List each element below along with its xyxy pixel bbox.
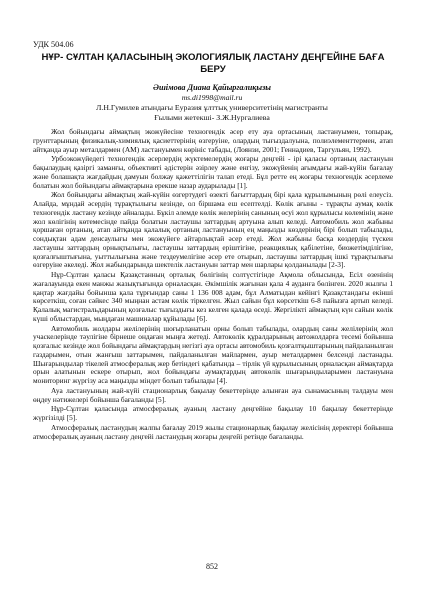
paragraph: Атмосфералық ластанудың жалпы бағалау 2019 жылы стационарлық бақылау желісінің деректері бойынша атмосфералық ауаның ластану деңгейі ластанудың жоғары деңгейі ретінде бағаланды. [33, 422, 393, 441]
paragraph: Урбоэкожүйедегі техногендік әсерлердің жүктемелердің жоғары деңгейі - ірі қаласы ортаның ластануын бақылаудың қазіргі заманғы, объективті әдістерін әзірлеу және енгізу, экожүйенің ағымдағы жай-күйін бағалау және болашақта жағдайдың дамуын болжау қажеттілігін талап етеді. Бұл ретте ең жоғары техногендік әсерлеме болатын жол бойындағы аймақтарына ерекше назар аударылады [1]. [33, 154, 393, 190]
supervisor-line: Ғылыми жетекші- З.Ж.Нургалиева [154, 112, 270, 122]
author-affiliation [0, 103, 424, 122]
author-name: Әшімова Диана Қайыргалиқызы [153, 83, 271, 92]
article-body [33, 128, 393, 442]
paragraph: Ауа ластануының жай-күйі стационарлық бақылау бекеттерінде алынған ауа сынамасының талдауы мен өңдеу нәтижелері бойынша бағаланды [5]. [33, 385, 393, 404]
paragraph: Нұр-Сұлтан қаласы Қазақстанның орталық бөлігінің солтүстігінде Ақмола облысында, Есіл өзенінің жағалауында екен манжы жазықтығында орналасқан. Әкімшілік жағынан қала 4 ауданға бөлінген. 2020 жылғы 1 қаңтар жағдайы бойынша қала тұрғындар саны 1 136 008 адам, бұл Алматыдан кейінгі Қазақстандағы екінші көрсеткіш, соған сәйкес 340 мыңнан астам көлік тіркелген. Жыл сайын бұл көрсеткіш 6-8 пайызға артып келеді. Қалалық магистральдарының қозғалыс тығыздығы кез келген қалада өседі. Жергілікті аймақтың күн сайын көлік күші облыстардан, мыңдаған машиналар құйылады [6]. [33, 270, 393, 323]
paragraph: Жол бойындағы аймақтың жай-күйін өзгертудегі өзекті бағыттардың бірі қала құрылымының рөлі елеусіз. Алайда, мұндай әсердің тұрақтылығы кезінде, ол біршама еш есептелді. Көлік ағыны - тұрақты аумақ көлік техногендік ластану кезінде айналады. Бұкіл әлемде көлік желерінің санының өсуі жол құрылысы көлемінің және жол көлігінің көтемесінде пайда болатын ластаушы заттардың артуына алып келеді. Автомобиль жол жабыны қоршаған ортаның, атап айтқанда қалалық ортаның ластануының ең маңызды көздерінің бірі болып табылады, сондықтан адам денсаулығы мен экожүйеге айтарлықтай әсер етеді. Жол жабыны басқа көздердің түскен ластаушы заттардың орнықтылығы, ластаушы заттардың еріштігіне, реакциялық қабілетіне, биожетімділігіне, қозғалғыштығына, уыттылығына және тездеумелігіне әсер ете отырып, ластаушы заттардың ішкі тұрақтылығы өзгеруіне әкеледі. Жол жабындарында шектелік ластануын заттар мен шарлары қолданылады [2-3]. [33, 190, 393, 270]
paragraph: Нұр-Сұлтан қаласында атмосфералық ауаның ластану деңгейіне бақылау 10 бақылау бекеттерінде жүргізілді [5]. [33, 404, 393, 422]
paragraph: Жол бойындағы аймақтың экожүйесіне техногендік әсер ету ауа ортасының ластануымен, топырақ, грунттарының физикалық-химиялық қасиеттерінің өзгеруіне, олардың тығыздалуына, полиэлементтермен, атап айтқанда ауыр металдармен (АМ) ластануымен көрініс табады, (Лоянзи, 2001; Геннадиев, Таргульян, 1992). [33, 127, 393, 154]
udk-code: УДК 504.06 [33, 40, 74, 49]
paragraph: Автомобиль жолдары желілерінің шоғырланатын орны болып табылады, олардың саны желілерінің жол учаскелерінде тәулігіне бірнеше ондаған мыңға жетеді. Автокөлік құралдарының автожолдарға тесемі бойынша қозғалыс кезінде жол бойындағы аймақтардың негізгі ауа ортасы автомобиль қозғалтқыштарының пайдаланылған газдарымен, отын жанғыш заттарымен, пайдаланылған майлармен, ауыр металдармен белсенді ластанады. Шығарындылар тікелей атмосфералық жер бетіндегі қабатында – тірлік үй құрылысының орналасқан аймақтарда орын алатынын ескере отырып, жол бойындағы аумақтардың автокөлік шығарындыларымен ластануына мониторинг жүргізу аса маңызды міндет болып табылады [4]. [33, 323, 393, 385]
affiliation-line: Л.Н.Гумилев атындағы Еуразия ұлттық университетінің магистранты [96, 103, 328, 112]
article-title: НҰР- СҰЛТАН ҚАЛАСЫНЫҢ ЭКОЛОГИЯЛЫҚ ЛАСТАНУ ДЕҢГЕЙІНЕ БАҒА БЕРУ [41, 52, 385, 75]
author-email: ms.di1998@mail.ru [181, 93, 243, 102]
page-number: 852 [206, 562, 218, 571]
